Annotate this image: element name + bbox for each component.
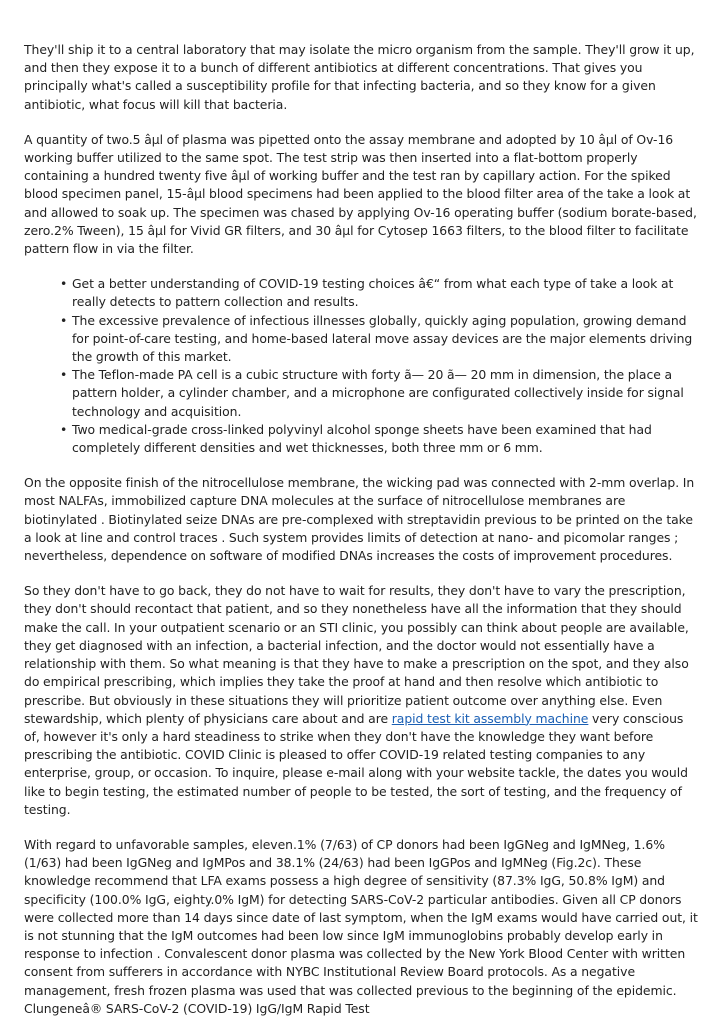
list-item: [60, 421, 698, 457]
bullet-marker: •: [60, 367, 68, 383]
list-item: [60, 275, 698, 311]
paragraph-text: very conscious of, however it's only a hard steadiness to strike when they don't have the knowledge they want before prescribing the antibiotic. COVID Clinic is pleased to offer COVID-19 related testing companies to any enterprise, group, or occasion. To inquire, please e-mail along with your website tackle, the dates you would like to begin testing, the estimated number of people to be tested, the sort of testing, and the frequency of testing.: [24, 710, 688, 817]
paragraph-plasma-assay: A quantity of two.5 âµl of plasma was pipetted onto the assay membrane and adopted by 10 âµl of Ov-16 working buffer utilized to the same spot. The test strip was then inserted into a flat-bottom properly containing a hundred twenty five âµl of working buffer and the test ran by capillary action. For the spiked blood specimen panel, 15-âµl blood specimens had been applied to the blood filter area of the take a look at and allowed to soak up. The specimen was chased by applying Ov-16 operating buffer (sodium borate-based, zero.2% Tween), 15 âµl for Vivid GR filters, and 30 âµl for Cytosep 1663 filters, to the blood filter to facilitate pattern flow in via the filter.: [24, 131, 697, 257]
bullet-marker: •: [60, 421, 68, 437]
list-item-text: The excessive prevalence of infectious illnesses globally, quickly aging population, growing demand for point-of-care testing, and home-based lateral move assay devices are the major elements driving the growth of this market.: [72, 312, 693, 365]
bullet-list: [24, 275, 698, 457]
list-item: [60, 312, 698, 367]
paragraph-nitrocellulose: On the opposite finish of the nitrocellulose membrane, the wicking pad was connected with 2-mm overlap. In most NALFAs, immobilized capture DNA molecules at the surface of nitrocellulose membranes are biotinylated . Biotinylated seize DNAs are pre-complexed with streptavidin previous to be printed on the take a look at line and control traces . Such system provides limits of detection at nano- and picomolar ranges ; nevertheless, dependence on software of modified DNAs increases the costs of improvement procedures.: [24, 475, 695, 564]
paragraph-lab-culture: They'll ship it to a central laboratory that may isolate the micro organism from the sample. They'll grow it up, and then they expose it to a bunch of different antibiotics at different concentrations. That gives you principally what's called a susceptibility profile for that infecting bacteria, and so they know for a given antibiotic, what focus will kill that bacteria.: [24, 42, 695, 112]
bullet-marker: •: [60, 312, 68, 328]
rapid-test-kit-link[interactable]: rapid test kit assembly machine: [391, 710, 589, 726]
list-item-text: The Teflon-made PA cell is a cubic structure with forty ã— 20 ã— 20 mm in dimension, the place a pattern holder, a cylinder chamber, and a microphone are configurated collectively inside for signal technology and acquisition.: [72, 367, 684, 419]
list-item: [60, 366, 698, 421]
list-item-text: Get a better understanding of COVID-19 testing choices â€“ from what each type of take a look at really detects to pattern collection and results.: [72, 276, 674, 310]
list-item-text: Two medical-grade cross-linked polyvinyl alcohol sponge sheets have been examined that had completely different densities and wet thicknesses, both three mm or 6 mm.: [72, 421, 652, 456]
paragraph-negative-samples: With regard to unfavorable samples, eleven.1% (7/63) of CP donors had been IgGNeg and IgMNeg, 1.6% (1/63) had been IgGNeg and IgMPos and 38.1% (24/63) had been IgGPos and IgMNeg (Fig.2c). These knowledge recommend that LFA exams possess a high degree of sensitivity (87.3% IgG, 50.8% IgM) and specificity (100.0% IgG, eighty.0% IgM) for detecting SARS-CoV-2 particular antibodies. Given all CP donors were collected more than 14 days since date of last symptom, when the IgM exams would have carried out, it is not stunning that the IgM outcomes had been low since IgM immunoglobins probably develop early in response to infection . Convalescent donor plasma was collected by the New York Blood Center with written consent from sufferers in accordance with NYBC Institutional Review Board protocols. As a negative management, fresh frozen plasma was used that was collected previous to the beginning of the epidemic. Clungeneâ® SARS-CoV-2 (COVID-19) IgG/IgM Rapid Test: [24, 836, 698, 1016]
bullet-marker: •: [60, 276, 68, 292]
paragraph-prescribing: [24, 582, 698, 819]
paragraph-text: So they don't have to go back, they do not have to wait for results, they don't have to vary the prescription, they don't should recontact that patient, and so they nonetheless have all the information that they should make the call. In your outpatient scenario or an STI clinic, you possibly can think about people are available, they get diagnosed with an infection, a bacterial infection, and the doctor would not essentially have a relationship with them. So what meaning is that they have to make a prescription on the spot, and they also do empirical prescribing, which implies they take the proof at hand and then resolve which antibiotic to prescribe. But obviously in these situations they will prioritize patient outcome over anything else. Even stewardship, which plenty of physicians care about and are: [24, 583, 689, 726]
